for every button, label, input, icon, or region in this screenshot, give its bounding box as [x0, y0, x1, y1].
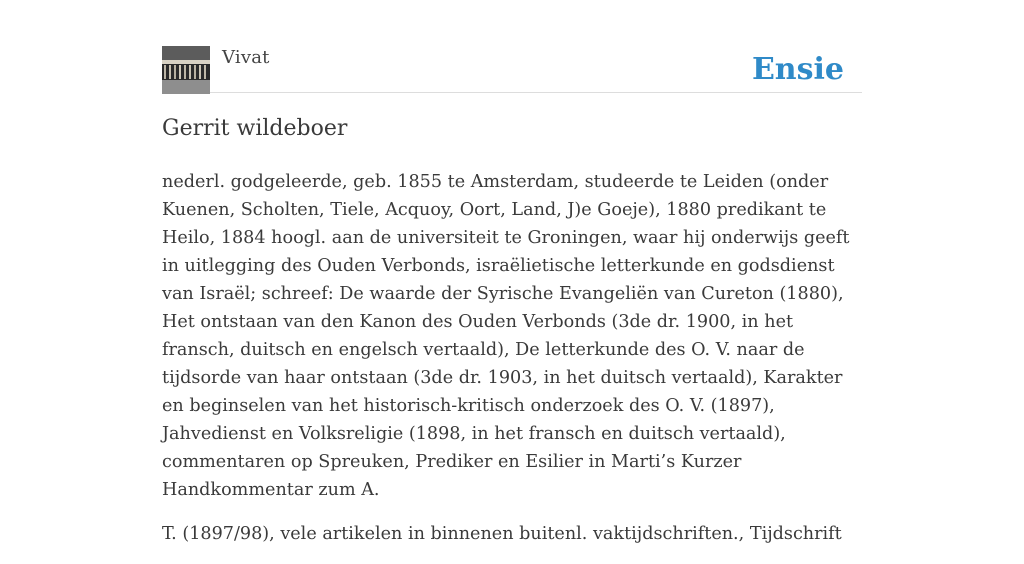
- site-header: [162, 46, 862, 93]
- article-paragraph: nederl. godgeleerde, geb. 1855 te Amsterdam, studeerde te Leiden (onder Kuenen, Scholten, Tiele, Acquoy, Oort, Land, J)e Goeje), 1880 predikant te Heilo, 1884 hoogl. aan de universiteit te Groningen, waar hij onderwijs geeft in uitlegging des Ouden Verbonds, israëlietische letterkunde en godsdienst van Israël; schreef: De waarde der Syrische Evangeliën van Cureton (1880), Het ontstaan van den Kanon des Ouden Verbonds (3de dr. 1900, in het fransch, duitsch en engelsch vertaald), De letterkunde des O. V. naar de tijdsorde van haar ontstaan (3de dr. 1903, in het duitsch vertaald), Karakter en beginselen van het historisch-kritisch onderzoek des O. V. (1897), Jahvedienst en Volksreligie (1898, in het fransch en duitsch vertaald), commentaren op Spreuken, Prediker en Esilier in Marti’s Kurzer Handkommentar zum A.: [162, 172, 850, 500]
- article-body: [162, 168, 866, 564]
- page-title: Gerrit wildeboer: [162, 116, 348, 141]
- source-name[interactable]: Vivat: [222, 47, 270, 68]
- book-spines-icon[interactable]: [162, 46, 210, 94]
- article-paragraph: T. (1897/98), vele artikelen in binnenen buitenl. vaktijdschriften., Tijdschrift: [162, 524, 842, 544]
- brand-logo[interactable]: Ensie: [751, 52, 844, 87]
